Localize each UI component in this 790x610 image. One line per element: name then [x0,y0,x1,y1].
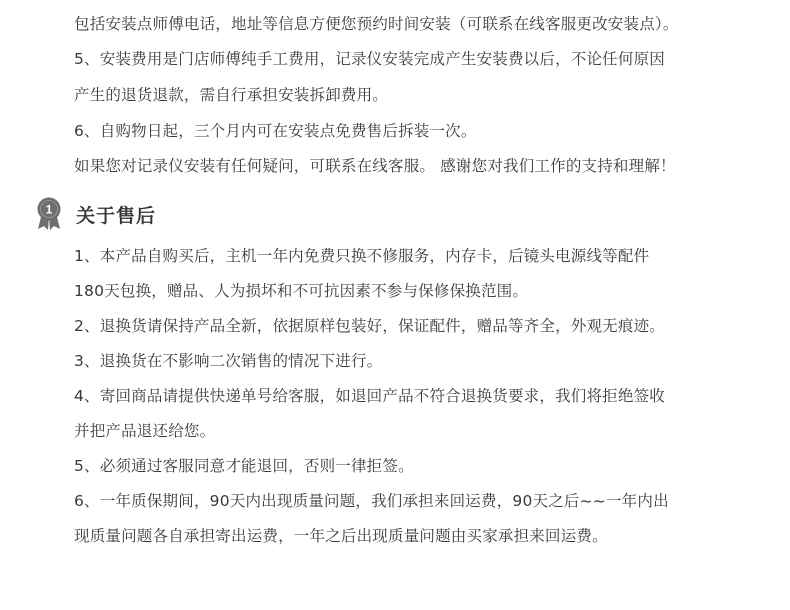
medal-ribbon-icon [36,197,62,231]
text-line-top-1: 包括安装点师傅电话，地址等信息方便您预约时间安装（可联系在线客服更改安装点）。 [74,15,679,33]
badge-number: 1 [45,202,53,217]
after-sales-line-8: 6、一年质保期间，90天内出现质量问题，我们承担来回运费，90天之后~~一年内出 [74,492,669,510]
after-sales-line-6: 并把产品退还给您。 [74,422,216,440]
section-title: 关于售后 [76,204,157,227]
after-sales-line-5: 4、寄回商品请提供快递单号给客服，如退回产品不符合退换货要求，我们将拒绝签收 [74,387,665,405]
after-sales-line-9: 现质量问题各自承担寄出运费，一年之后出现质量问题由买家承担来回运费。 [74,527,608,545]
text-line-top-2: 5、安装费用是门店师傅纯手工费用，记录仪安装完成产生安装费以后，不论任何原因 [74,50,665,68]
after-sales-line-4: 3、退换货在不影响二次销售的情况下进行。 [74,352,383,370]
after-sales-line-7: 5、必须通过客服同意才能退回，否则一律拒签。 [74,457,414,475]
text-line-top-5: 如果您对记录仪安装有任何疑问，可联系在线客服。 感谢您对我们工作的支持和理解！ [74,157,676,175]
text-line-top-3: 产生的退货退款，需自行承担安装拆卸费用。 [74,86,389,104]
after-sales-line-3: 2、退换货请保持产品全新，依据原样包装好，保证配件，赠品等齐全，外观无痕迹。 [74,317,665,335]
section-header-after-sales [36,197,156,231]
after-sales-line-1: 1、本产品自购买后，主机一年内免费只换不修服务，内存卡，后镜头电源线等配件 [74,247,650,265]
after-sales-line-2: 180天包换，赠品、人为损坏和不可抗因素不参与保修保换范围。 [74,282,529,300]
text-line-top-4: 6、自购物日起，三个月内可在安装点免费售后拆装一次。 [74,122,477,140]
